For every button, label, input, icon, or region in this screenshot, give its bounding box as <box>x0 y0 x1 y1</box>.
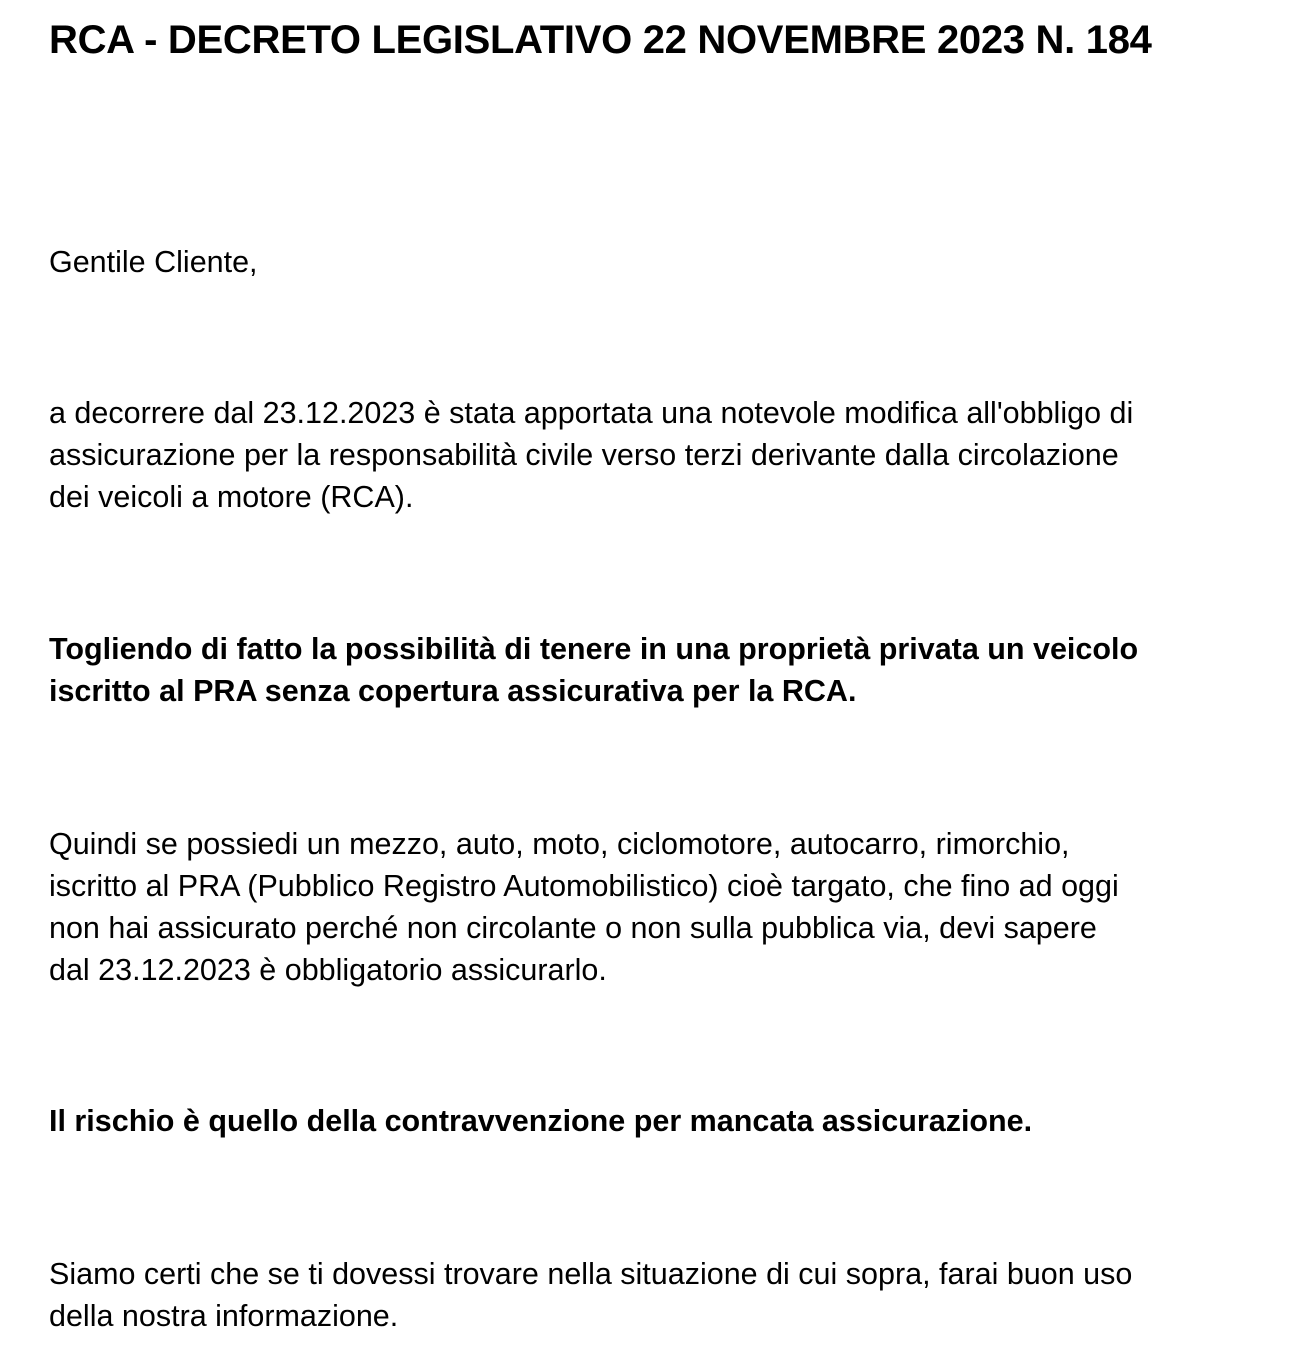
document-title: RCA - DECRETO LEGISLATIVO 22 NOVEMBRE 2023 N. 184 <box>49 18 1152 62</box>
paragraph-line: a decorrere dal 23.12.2023 è stata apportata una notevole modifica all'obbligo di <box>49 396 1134 430</box>
paragraph-closing <box>49 1253 1279 1337</box>
paragraph-decree-change <box>49 392 1279 518</box>
paragraph-line: iscritto al PRA (Pubblico Registro Automobilistico) cioè targato, che fino ad oggi <box>49 869 1119 903</box>
paragraph-private-property-note <box>49 628 1279 712</box>
paragraph-line: dei veicoli a motore (RCA). <box>49 480 414 514</box>
paragraph-line: Togliendo di fatto la possibilità di tenere in una proprietà privata un veicolo <box>49 632 1139 666</box>
paragraph-vehicle-obligation <box>49 823 1279 991</box>
paragraph-line: non hai assicurato perché non circolante o non sulla pubblica via, devi sapere <box>49 911 1097 945</box>
paragraph-line: della nostra informazione. <box>49 1299 399 1333</box>
paragraph-line: Quindi se possiedi un mezzo, auto, moto, ciclomotore, autocarro, rimorchio, <box>49 827 1070 861</box>
paragraph-risk-warning: Il rischio è quello della contravvenzione per mancata assicurazione. <box>49 1104 1033 1138</box>
paragraph-line: dal 23.12.2023 è obbligatorio assicurarlo. <box>49 953 607 987</box>
paragraph-line: Siamo certi che se ti dovessi trovare nella situazione di cui sopra, farai buon uso <box>49 1257 1133 1291</box>
paragraph-line: iscritto al PRA senza copertura assicurativa per la RCA. <box>49 674 857 708</box>
greeting: Gentile Cliente, <box>49 245 258 279</box>
paragraph-line: assicurazione per la responsabilità civile verso terzi derivante dalla circolazione <box>49 438 1119 472</box>
